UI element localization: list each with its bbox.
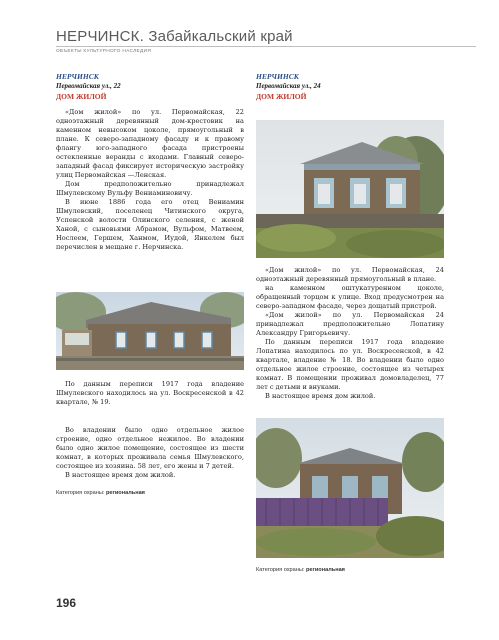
object-name: ДОМ ЖИЛОЙ (256, 92, 307, 101)
house-photo-24-side (256, 418, 444, 558)
left-article-cont2 (56, 426, 244, 498)
address-heading: Первомайская ул., 24 (256, 82, 321, 90)
protection-value: региональная (306, 567, 345, 573)
right-protection (256, 566, 444, 575)
paragraph: «Дом жилой» по ул. Первомайская, 22 одноэтажный деревянный дом-крестовик на каменном невысоком цоколе, прямоугольный в плане. К северо-западному фасаду и к правому флангу юго-западного фасада пристроены остекленные веранды с входами. Главный северо-западный фасад фиксирует историческую застройку улиц Первомайская —Ленская. (56, 108, 244, 179)
city-heading: НЕРЧИНСК (56, 72, 99, 81)
paragraph: на каменном оштукатуренном цоколе, обращенный торцом к улице. Вход предусмотрен на северо-западном фасаде, через дощатый пристрой. (256, 284, 444, 310)
protection-category (56, 489, 244, 498)
house-photo-24-front (256, 120, 444, 258)
protection-category (256, 566, 444, 575)
object-name: ДОМ ЖИЛОЙ (56, 92, 107, 101)
paragraph: По данным переписи 1917 года владение Лопатина находилось по ул. Воскресенской, в 42 квартале, владение № 18. Во владении было одно отдельное жилое строение, состоящее из четырех комнат. В помещении проживал домовладелец, 77 лет с детьми и внуками. (256, 338, 444, 391)
paragraph: «Дом жилой» по ул. Первомайская 24 принадлежал предположительно Лопатину Александру Григорьевичу. (256, 311, 444, 337)
protection-value: региональная (106, 490, 145, 496)
page-header (56, 28, 476, 54)
address-heading: Первомайская ул., 22 (56, 82, 121, 90)
left-article-cont (56, 380, 244, 407)
city-heading: НЕРЧИНСК (256, 72, 299, 81)
page-title: НЕРЧИНСК. Забайкальский край (56, 28, 293, 45)
paragraph: «Дом жилой» по ул. Первомайская, 24 одноэтажный деревянный прямоугольный в плане. (256, 266, 444, 283)
protection-label: Категория охраны: (256, 567, 305, 573)
page-subtitle: ОБЪЕКТЫ КУЛЬТУРНОГО НАСЛЕДИЯ (56, 46, 476, 54)
paragraph: В настоящее время дом жилой. (265, 392, 376, 400)
protection-label: Категория охраны: (56, 490, 105, 496)
paragraph: Во владении было одно отдельное жилое строение, одно отдельное нежилое. Во владении было одно жилое помещение, состоящее из шести комнат, в которых проживала семья Шмулевского, состоящее из хозяина. 58 лет, его жены и 7 детей. (56, 426, 244, 470)
paragraph: По данным переписи 1917 года владение Шмулевского находилось на ул. Воскресенской в 42 квартале, № 19. (56, 380, 244, 406)
paragraph: В настоящее время дом жилой. (65, 471, 176, 479)
right-article (256, 266, 444, 401)
paragraph: В июне 1886 года его отец Вениамин Шмулевский, поселенец Читинского округа, Успенской волости Олинского селения, с женой Ханой, с сыновьями Абрамом, Вульфом, Матвеем, Нослеем, Гершем, Ханмом, Иудой, Янкелем был перечислен в мещане г. Нерчинска. (56, 198, 244, 251)
left-article (56, 72, 244, 252)
house-photo-22 (56, 292, 244, 370)
page-number: 196 (56, 596, 77, 610)
paragraph: Дом предположительно принадлежал Шмулевскому Вульфу Вениаминовичу. (56, 180, 244, 197)
right-article-header (256, 72, 444, 101)
